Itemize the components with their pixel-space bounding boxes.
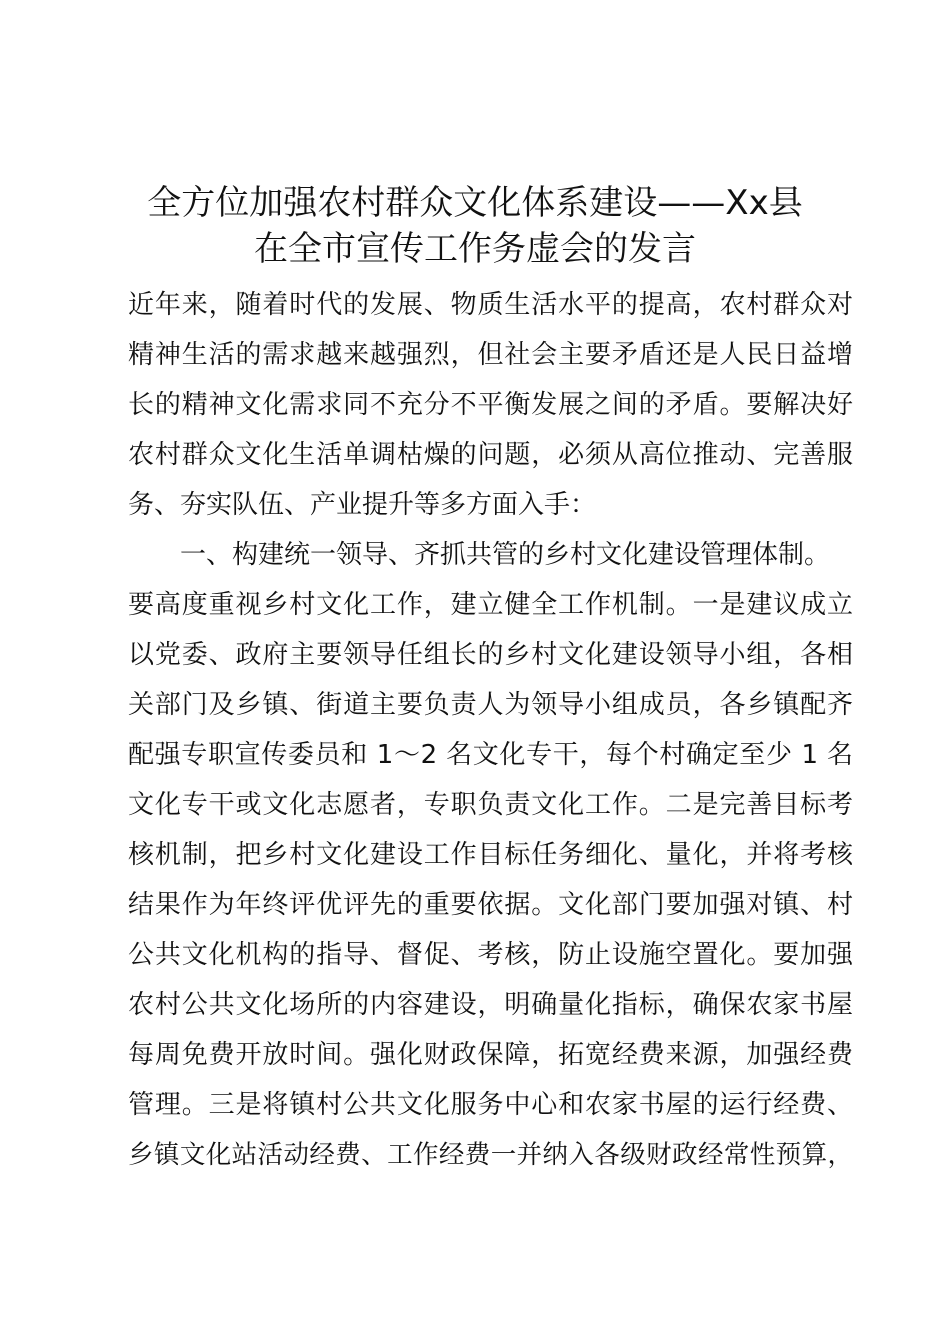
title-line-1: 全方位加强农村群众文化体系建设——Xx县	[147, 183, 803, 223]
body-line-18: 乡镇文化站活动经费、工作经费一并纳入各级财政经常性预算，	[128, 1140, 853, 1170]
body-line-13: 结果作为年终评优评先的重要依据。文化部门要加强对镇、村	[128, 890, 853, 920]
section-heading-1: 一、构建统一领导、齐抓共管的乡村文化建设管理体制。	[180, 540, 831, 570]
body-line-14: 公共文化机构的指导、督促、考核，防止设施空置化。要加强	[128, 940, 853, 970]
body-line-2: 精神生活的需求越来越强烈，但社会主要矛盾还是人民日益增	[128, 340, 853, 370]
body-line-4: 农村群众文化生活单调枯燥的问题，必须从高位推动、完善服	[128, 440, 853, 470]
body-line-10: 配强专职宣传委员和 1～2 名文化专干，每个村确定至少 1 名	[128, 740, 853, 770]
body-line-8: 以党委、政府主要领导任组长的乡村文化建设领导小组，各相	[128, 640, 853, 670]
body-line-5: 务、夯实队伍、产业提升等多方面入手：	[128, 490, 597, 520]
body-line-9: 关部门及乡镇、街道主要负责人为领导小组成员，各乡镇配齐	[128, 690, 853, 720]
body-line-12: 核机制，把乡村文化建设工作目标任务细化、量化，并将考核	[128, 840, 853, 870]
body-line-11: 文化专干或文化志愿者，专职负责文化工作。二是完善目标考	[128, 790, 853, 820]
body-line-7: 要高度重视乡村文化工作，建立健全工作机制。一是建议成立	[128, 590, 853, 620]
body-line-15: 农村公共文化场所的内容建设，明确量化指标，确保农家书屋	[128, 990, 853, 1020]
title-line-2: 在全市宣传工作务虚会的发言	[254, 229, 696, 269]
body-line-17: 管理。三是将镇村公共文化服务中心和农家书屋的运行经费、	[128, 1090, 853, 1120]
body-line-1: 近年来，随着时代的发展、物质生活水平的提高，农村群众对	[128, 290, 853, 320]
body-line-16: 每周免费开放时间。强化财政保障，拓宽经费来源，加强经费	[128, 1040, 853, 1070]
body-line-3: 长的精神文化需求同不充分不平衡发展之间的矛盾。要解决好	[128, 390, 853, 420]
document-title	[100, 180, 850, 272]
